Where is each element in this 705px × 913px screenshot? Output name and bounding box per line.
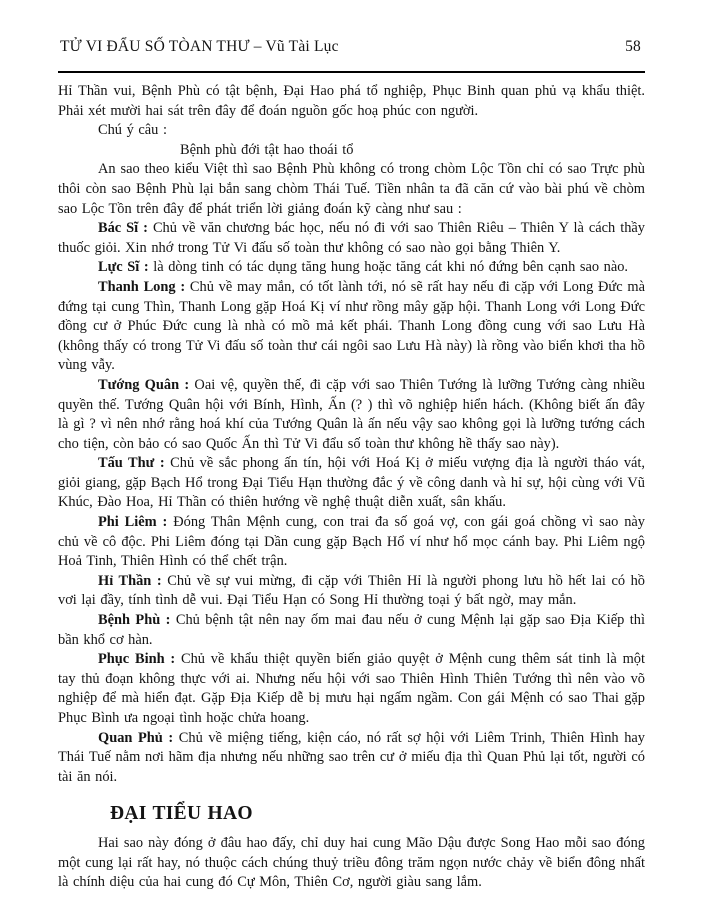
running-header	[58, 38, 645, 56]
star-name-benh-phu: Bệnh Phù :	[98, 612, 171, 629]
paragraph-benh-phu	[58, 611, 645, 650]
section-text: là dòng tinh có tác dụng tăng hung hoặc tăng cát khi nó đứng bên cạnh sao nào.	[153, 259, 629, 276]
paragraph-luc-si	[58, 258, 645, 278]
paragraph-hi-than	[58, 572, 645, 611]
section-text: Chủ về khẩu thiệt quyền biến giảo quyệt ở Mệnh cung thêm sát tinh là một tay thủ đoạn không thực với ai. Nhưng nếu hội với sao Thiên Hình Thiên Tướng thì nên vào võ nghiệp để mà hiển đạt. Gặp Địa Kiếp dễ bị mưu hại ngấm ngầm. Con gái Mệnh có sao Thai gặp Phục Bình ưa ngoại tình hoặc chửa hoang.	[58, 651, 645, 726]
star-name-quan-phu: Quan Phủ :	[98, 729, 174, 746]
book-title: TỬ VI ĐẨU SỐ TÒAN THƯ – Vũ Tài Lục	[60, 38, 339, 55]
paragraph-tau-thu	[58, 454, 645, 513]
paragraph-an-sao: An sao theo kiểu Việt thì sao Bệnh Phù không có trong chòm Lộc Tồn chỉ có sao Trực phù thôi còn sao Bệnh Phù lại bắn sang chòm Thái Tuế. Tiền nhân ta đã căn cứ vào bài phú về chòm sao Lộc Tồn trên đây để phát triển lời giảng đoán kỹ càng như sau :	[58, 161, 645, 217]
paragraph-quan-phu	[58, 729, 645, 788]
star-name-tuong-quan: Tướng Quân :	[98, 376, 190, 393]
section-text: Chủ về sắc phong ấn tín, hội với Hoá Kị ở miếu vượng địa là người tháo vát, giỏi giang, gặp Bạch Hổ trong Đại Tiểu Hạn thường đắc ý về công danh và hỉ sự, hội cùng với Vũ Khúc, Đào Hoa, Hỉ Thần có thiên hướng về nghệ thuật diễn xuất, sân khấu.	[58, 455, 645, 511]
paragraph-bac-si	[58, 219, 645, 258]
header-divider	[58, 71, 645, 73]
page-number: 58	[625, 38, 641, 55]
page-body	[58, 82, 645, 893]
paragraph-quote: Bệnh phù đới tật hao thoái tổ	[180, 141, 354, 158]
paragraph-phi-liem	[58, 513, 645, 572]
section-text: Đóng Thân Mệnh cung, con trai đa số goá vợ, con gái goá chồng vì sao này chủ về cô độc. Phi Liêm đóng tại Dần cung gặp Bạch Hổ ví như hổ mọc cánh bay. Phi Liêm ngộ Hoả Tinh, Thiên Hình có thể chết trận.	[58, 514, 645, 570]
paragraph-phuc-binh	[58, 650, 645, 728]
paragraph-closing: Hai sao này đóng ở đâu hao đấy, chỉ duy hai cung Mão Dậu được Song Hao mỗi sao đóng một cung lại rất hay, nó thuộc cách chúng thuỷ triều đông trăm ngọn nước chảy về biển đông nhất là chính diệu của hai cung đó Cự Môn, Thiên Cơ, người giàu sang lắm.	[58, 834, 645, 891]
section-text: Chủ bệnh tật nên nay ốm mai đau nếu ở cung Mệnh lại gặp sao Địa Kiếp thì bần khổ cơ hàn.	[58, 612, 645, 648]
star-name-phuc-binh: Phục Binh :	[98, 651, 176, 668]
star-name-hi-than: Hỉ Thần :	[98, 572, 162, 589]
section-text: Chủ về sự vui mừng, đi cặp với Thiên Hỉ là người phong lưu hồ hết lai có hồ vơi lại đầy, tính tình dễ vui. Đại Tiểu Hạn có Song Hỉ thường toại ý bất ngờ, may mắn.	[58, 572, 645, 609]
section-text: Chủ về văn chương bác học, nếu nó đi với sao Thiên Riêu – Thiên Y là cách thầy thuốc giỏi. Xin nhớ trong Tử Vi đấu số toàn thư không có sao nào gọi bằng Thiên Y.	[58, 220, 645, 256]
section-text: Chủ về may mắn, có tốt lành tới, nó sẽ rất hay nếu đi cặp với Long Đức mà đứng tại cung Thìn, Thanh Long gặp Hoá Kị ví như rồng mây gặp hội. Thanh Long với Long Đức đồng cư ở Phúc Đức cung là nhà có mồ mả kết phái. Thanh Long đồng cung với sao Lưu Hà (không thấy có trong Tử Vi đấu số toàn thư cái ngôi sao Lưu Hà này) là rồng vào biển khơi tha hồ vùng vẫy.	[58, 278, 645, 374]
section-text: Oai vệ, quyền thế, đi cặp với sao Thiên Tướng là lưỡng Tướng càng nhiều quyền thế. Tướng Quân hội với Bính, Hình, Ấn (? ) thì võ nghiệp hiển hách. (Không biết ấn đây là gì ? vì nên nhớ rằng hoá khí của Tướng Quân là ấn nếu vậy sao không gọi là lưỡng tướng cách cho tiện, còn bảo có sao Quốc Ấn thì Tử Vi đẩu số toàn thư không hề thấy sao này).	[58, 376, 645, 452]
section-heading-dai-tieu-hao: ĐẠI TIỂU HAO	[110, 803, 253, 825]
star-name-thanh-long: Thanh Long :	[98, 278, 186, 295]
section-text: Chủ về miệng tiếng, kiện cáo, nó rất sợ hội với Liêm Trinh, Thiên Hình hay Thái Tuế nằm nơi hãm địa nhưng nếu những sao trên cư ở miếu địa thì Quan Phủ lại tốt, người có tài ăn nói.	[58, 729, 646, 785]
star-name-phi-liem: Phi Liêm :	[98, 514, 168, 531]
star-name-bac-si: Bác Sĩ :	[98, 220, 148, 237]
paragraph-intro: Hỉ Thần vui, Bệnh Phù có tật bệnh, Đại Hao phá tổ nghiệp, Phục Binh quan phủ vạ khẩu thiệt. Phải xét mười hai sát trên đây để đoán nguồn gốc hoạ phúc con người.	[58, 83, 645, 119]
paragraph-note-label: Chú ý câu :	[98, 122, 167, 139]
star-name-luc-si: Lực Sĩ :	[98, 259, 149, 276]
star-name-tau-thu: Tấu Thư :	[98, 455, 165, 472]
paragraph-thanh-long	[58, 278, 645, 376]
paragraph-tuong-quan	[58, 376, 645, 454]
